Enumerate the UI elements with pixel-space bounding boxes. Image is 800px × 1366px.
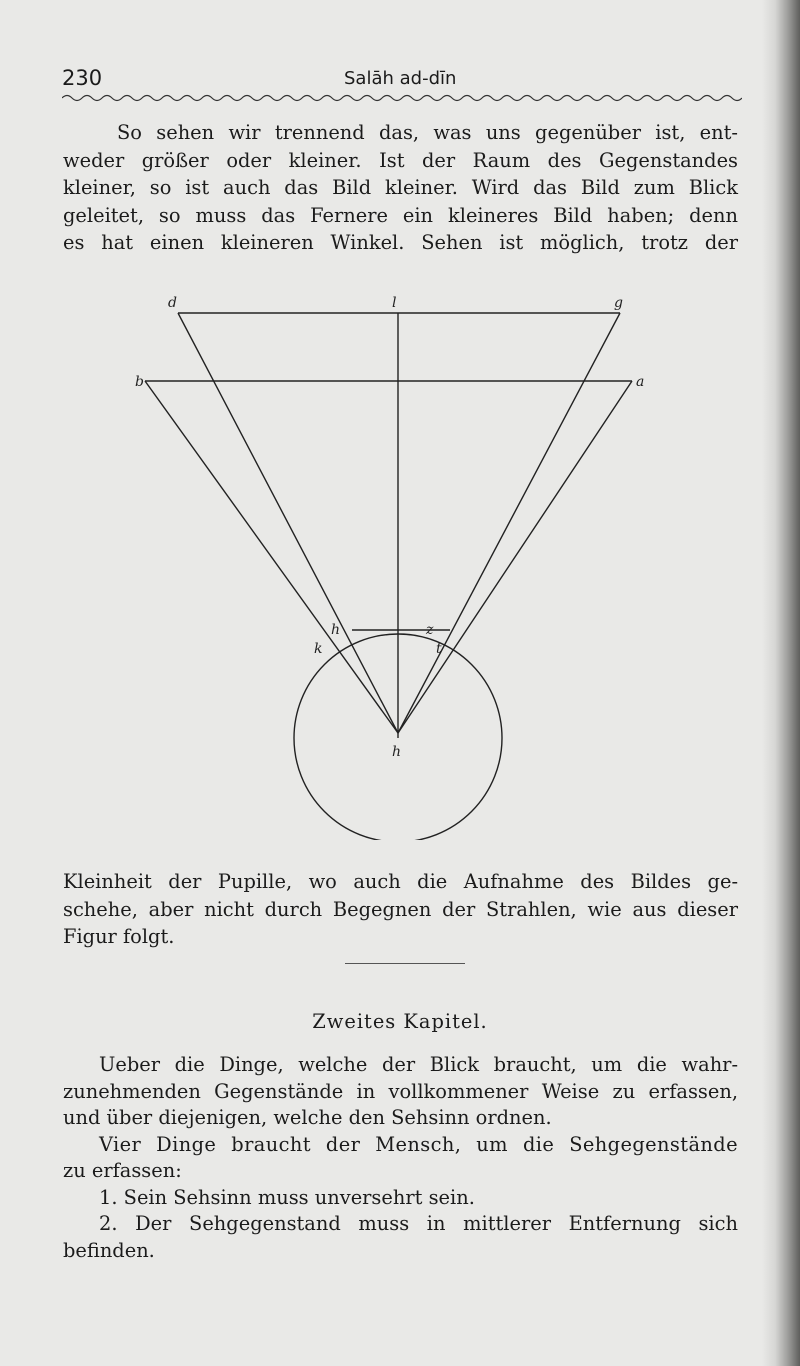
decorative-wavy-rule bbox=[62, 92, 742, 104]
running-head: Salāh ad-dīn bbox=[344, 68, 457, 89]
ray-d bbox=[178, 313, 398, 733]
text-line: 2. Der Sehgegenstand muss in mittlerer Entfernung sich bbox=[99, 1212, 738, 1235]
chapter-text bbox=[63, 1052, 738, 1264]
section-divider bbox=[345, 963, 465, 964]
text-line: Kleinheit der Pupille, wo auch die Aufnahme des Bildes ge- bbox=[63, 870, 738, 893]
optics-figure bbox=[0, 280, 800, 840]
text-line: und über diejenigen, welche den Sehsinn ordnen. bbox=[63, 1106, 552, 1129]
paragraph-1 bbox=[63, 119, 738, 257]
text-line: kleiner, so ist auch das Bild kleiner. Wird das Bild zum Blick bbox=[63, 176, 738, 199]
text-line: So sehen wir trennend das, was uns gegenüber ist, ent- bbox=[117, 121, 738, 144]
page-edge-shadow bbox=[762, 0, 800, 1366]
paragraph-2 bbox=[63, 868, 738, 951]
label-b: b bbox=[135, 374, 144, 390]
text-line: Ueber die Dinge, welche der Blick braucht, um die wahr- bbox=[99, 1053, 738, 1076]
text-line: Figur folgt. bbox=[63, 925, 175, 948]
text-line: zu erfassen: bbox=[63, 1159, 182, 1182]
label-z: z bbox=[426, 622, 434, 638]
ray-g bbox=[398, 313, 620, 733]
ray-a bbox=[398, 381, 632, 733]
ray-b bbox=[145, 381, 398, 733]
text-line: geleitet, so muss das Fernere ein kleineres Bild haben; denn bbox=[63, 203, 738, 227]
text-line: 1. Sein Sehsinn muss unversehrt sein. bbox=[99, 1185, 475, 1209]
page-header bbox=[62, 66, 742, 92]
text-line: es hat einen kleineren Winkel. Sehen ist möglich, trotz der bbox=[63, 231, 738, 254]
label-a: a bbox=[636, 374, 645, 390]
label-h-lower: h bbox=[392, 744, 402, 760]
text-line: schehe, aber nicht durch Begegnen der Strahlen, wie aus dieser bbox=[63, 897, 738, 921]
label-d: d bbox=[168, 295, 177, 311]
page-number: 230 bbox=[62, 66, 103, 90]
text-line: Vier Dinge braucht der Mensch, um die Sehgegenstände bbox=[99, 1132, 738, 1156]
label-k: k bbox=[314, 641, 323, 657]
text-line: weder größer oder kleiner. Ist der Raum des Gegenstandes bbox=[63, 148, 738, 172]
text-line: befinden. bbox=[63, 1238, 155, 1262]
label-l: l bbox=[392, 295, 397, 311]
label-g: g bbox=[614, 295, 623, 311]
text-line: zunehmenden Gegenstände in vollkommener Weise zu erfassen, bbox=[63, 1079, 738, 1103]
label-h-upper: h bbox=[331, 622, 341, 638]
label-t: t bbox=[436, 641, 442, 657]
chapter-title: Zweites Kapitel. bbox=[312, 1010, 488, 1033]
